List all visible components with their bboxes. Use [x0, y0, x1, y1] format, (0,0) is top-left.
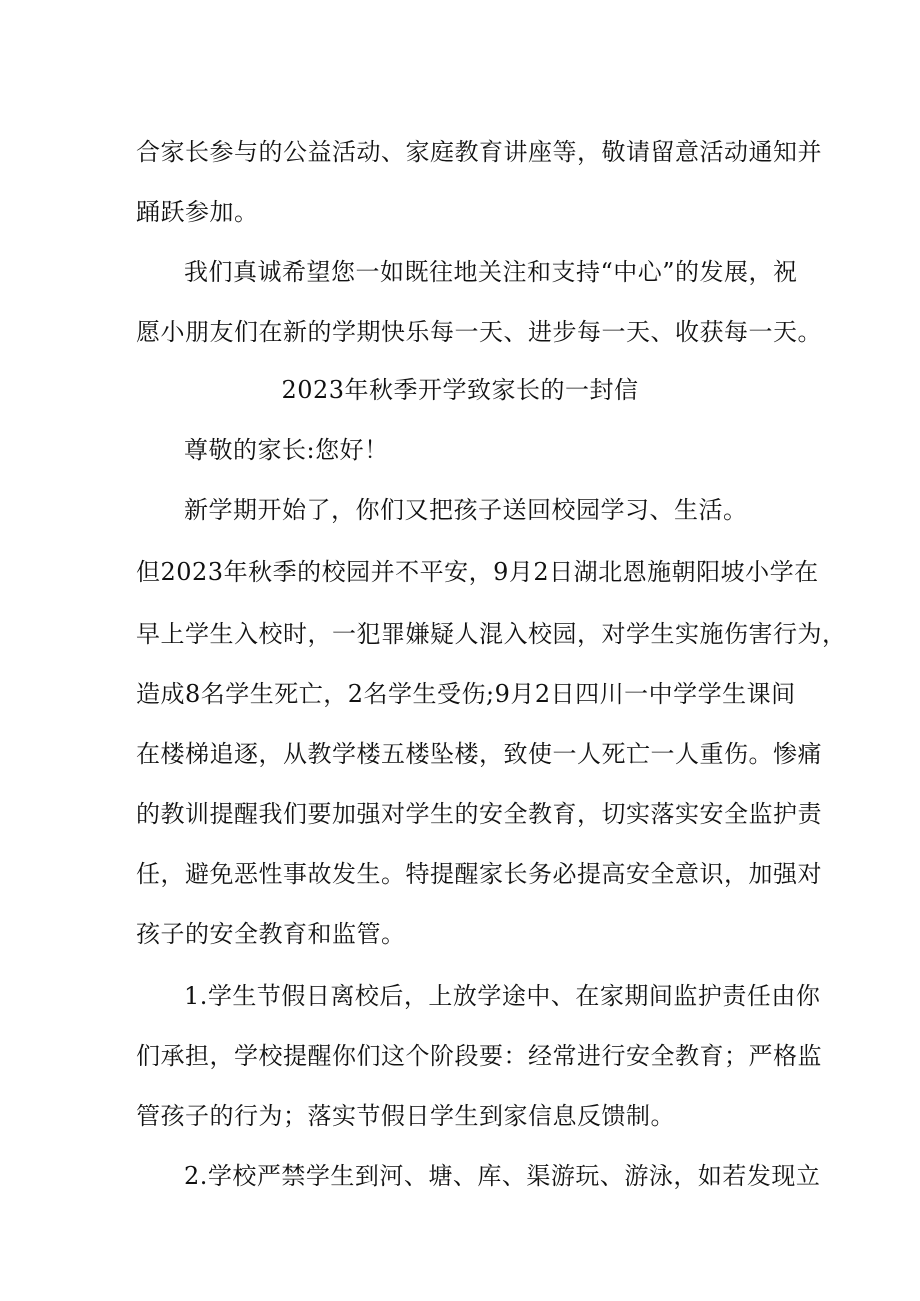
salutation: 尊敬的家长:您好！ — [184, 436, 389, 464]
list-item-line: 2.学校严禁学生到河、塘、库、渠游玩、游泳，如若发现立 — [184, 1162, 821, 1190]
paragraph-line: 但2023年秋季的校园并不平安，9月2日湖北恩施朝阳坡小学在 — [136, 558, 819, 586]
letter-title: 2023年秋季开学致家长的一封信 — [281, 376, 639, 404]
paragraph-line: 踊跃参加。 — [136, 198, 259, 226]
list-item-line: 管孩子的行为；落实节假日学生到家信息反馈制。 — [136, 1102, 675, 1130]
paragraph-line: 任，避免恶性事故发生。特提醒家长务必提高安全意识，加强对 — [136, 860, 822, 888]
paragraph-line: 孩子的安全教育和监管。 — [136, 920, 406, 948]
paragraph-line: 新学期开始了，你们又把孩子送回校园学习、生活。 — [184, 496, 748, 524]
paragraph-line: 的教训提醒我们要加强对学生的安全教育，切实落实安全监护责 — [136, 800, 822, 828]
paragraph-line: 造成8名学生死亡，2名学生受伤;9月2日四川一中学学生课间 — [136, 680, 796, 708]
paragraph-line: 愿小朋友们在新的学期快乐每一天、进步每一天、收获每一天。 — [136, 318, 822, 346]
list-item-line: 1.学生节假日离校后，上放学途中、在家期间监护责任由你 — [184, 982, 821, 1010]
list-item-line: 们承担，学校提醒你们这个阶段要：经常进行安全教育；严格监 — [136, 1042, 822, 1070]
paragraph-line: 在楼梯追逐，从教学楼五楼坠楼，致使一人死亡一人重伤。惨痛 — [136, 740, 822, 768]
paragraph-line: 早上学生入校时，一犯罪嫌疑人混入校园，对学生实施伤害行为， — [136, 620, 847, 648]
paragraph-line: 我们真诚希望您一如既往地关注和支持“中心”的发展，祝 — [184, 258, 798, 286]
paragraph-line: 合家长参与的公益活动、家庭教育讲座等，敬请留意活动通知并 — [136, 138, 822, 166]
